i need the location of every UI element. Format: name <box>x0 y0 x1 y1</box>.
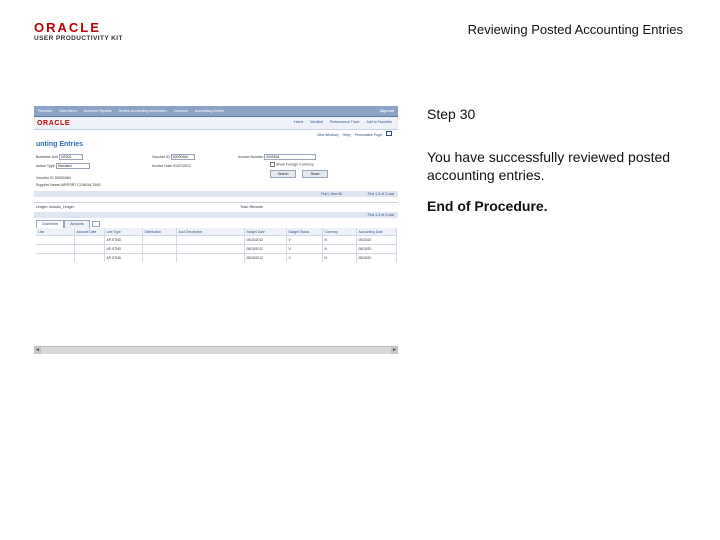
step-number: Step 30 <box>427 106 476 122</box>
help-link[interactable]: Help <box>342 133 350 137</box>
cell: 05/20/2012 <box>244 254 286 263</box>
show-all-columns-icon[interactable] <box>92 221 100 227</box>
cell <box>36 236 74 245</box>
cell: 05/20/20 <box>356 245 396 254</box>
brand-bar <box>34 117 398 130</box>
oracle-upk-logo <box>34 22 154 43</box>
col-currency[interactable]: Currency <box>322 228 356 236</box>
worklist-link[interactable]: Worklist <box>310 120 323 124</box>
cell <box>74 254 104 263</box>
col-account-date[interactable]: Account Date <box>74 228 104 236</box>
page-title: unting Entries <box>36 141 84 148</box>
breadcrumb-item[interactable]: Favorites <box>38 109 53 113</box>
screen-icon[interactable] <box>386 131 392 136</box>
action-type-select[interactable]: Standard <box>56 163 90 169</box>
cell: N <box>322 254 356 263</box>
voucher-field <box>152 154 195 160</box>
oracle-logo: ORACLE <box>37 120 71 127</box>
col-distribution[interactable]: Distribution <box>142 228 176 236</box>
table-header <box>36 228 396 236</box>
cell: 05/20/20 <box>356 236 396 245</box>
voucher-id-field <box>36 176 71 180</box>
breadcrumb-item[interactable]: Review Accounting Information <box>118 109 167 113</box>
breadcrumb-item[interactable]: Main Menu <box>59 109 77 113</box>
invoice-label: Invoice Number <box>238 154 264 159</box>
cell <box>74 236 104 245</box>
invoice-date-value: 01/07/2012 <box>172 164 191 168</box>
cell <box>36 245 74 254</box>
cell: 05/20/2012 <box>244 236 286 245</box>
tab-amounts[interactable]: Amounts <box>64 220 90 229</box>
show-foreign-checkbox[interactable] <box>270 162 275 167</box>
action-type-field <box>36 163 90 169</box>
grid-toolbar <box>34 212 398 218</box>
cell: 05/20/20 <box>356 254 396 263</box>
cell: AP-STND <box>104 245 142 254</box>
cell <box>142 254 176 263</box>
table-row <box>36 245 396 254</box>
personalize-page-link[interactable]: Personalize Page <box>354 133 383 137</box>
breadcrumb <box>38 109 230 113</box>
top-links <box>288 120 392 124</box>
ledger-label: Ledger: Actuals_Ledger <box>36 205 74 209</box>
invoice-input[interactable]: 0000534 <box>264 154 316 160</box>
cell: AP-STND <box>104 254 142 263</box>
page-links: New Window| Help| Personalize Page <box>314 131 392 137</box>
col-accounting-date[interactable]: Accounting Date <box>356 228 396 236</box>
action-type-label: Action Type <box>36 163 55 168</box>
new-window-link[interactable]: New Window <box>317 133 338 137</box>
invoice-field <box>238 154 316 160</box>
col-acct-description[interactable]: Acct Description <box>176 228 244 236</box>
pagination[interactable]: First 1-3 of 3 Last <box>367 192 394 196</box>
add-to-favorites-link[interactable]: Add to Favorites <box>366 120 392 124</box>
cell <box>176 236 244 245</box>
invoice-date-field <box>152 164 191 168</box>
cell <box>142 245 176 254</box>
cell: V <box>286 245 322 254</box>
voucher-label: Voucher ID <box>152 154 170 159</box>
find-view-all-links[interactable]: Find | View All <box>320 192 342 196</box>
home-link[interactable]: Home <box>294 120 304 124</box>
performance-trace-link[interactable]: Performance Trace <box>329 120 360 124</box>
show-foreign-label: Show Foreign Currency <box>276 162 314 167</box>
show-foreign-currency[interactable] <box>270 162 314 167</box>
col-line-type[interactable]: Line Type <box>104 228 142 236</box>
cell <box>176 245 244 254</box>
cell: V <box>286 236 322 245</box>
menu-breadcrumb-bar <box>34 106 398 117</box>
tab-chartfields[interactable]: Chartfields <box>36 220 64 229</box>
supplier-label: Supplier Name <box>36 183 60 187</box>
invoice-date-label: Invoice Date <box>152 164 172 168</box>
voucher-input[interactable]: 00000464 <box>171 154 195 160</box>
cell: V <box>286 254 322 263</box>
step-instruction: You have successfully reviewed posted accounting entries. <box>427 149 671 183</box>
logo-oracle-text: ORACLE <box>34 20 101 35</box>
reset-button[interactable]: Reset <box>302 170 328 178</box>
grid-pagination[interactable]: First 1-3 of 3 Last <box>367 213 394 217</box>
divider <box>34 202 398 203</box>
grid-header-bar <box>34 191 398 197</box>
sign-out-link[interactable]: Sign out <box>380 109 394 113</box>
business-unit-field <box>36 154 83 160</box>
voucher-id-label: Voucher ID <box>36 176 54 180</box>
total-label: Total: Records <box>240 205 263 209</box>
cell: AP-STND <box>104 236 142 245</box>
cell: 05/20/2012 <box>244 245 286 254</box>
scroll-right-icon[interactable]: ► <box>392 347 397 353</box>
horizontal-scrollbar[interactable] <box>34 346 398 354</box>
business-unit-label: Business Unit <box>36 154 58 159</box>
cell <box>74 245 104 254</box>
voucher-id-value: 00000464 <box>54 176 71 180</box>
breadcrumb-item[interactable]: Vouchers <box>173 109 189 113</box>
accounting-entries-table <box>36 228 397 262</box>
supplier-field <box>36 183 101 187</box>
supplier-value: AIRPORT CONSULTING <box>60 183 101 187</box>
cell <box>176 254 244 263</box>
cell <box>142 236 176 245</box>
col-budget-date[interactable]: Budget Date <box>244 228 286 236</box>
table-row <box>36 236 396 245</box>
scroll-left-icon[interactable]: ◄ <box>35 347 40 353</box>
table-row <box>36 254 396 263</box>
search-button[interactable]: Search <box>270 170 296 178</box>
logo-upk-text: USER PRODUCTIVITY KIT <box>34 35 123 42</box>
breadcrumb-item[interactable]: Accounts Payable <box>83 109 112 113</box>
business-unit-input[interactable]: US001 <box>59 154 83 160</box>
col-line[interactable]: Line <box>36 228 74 236</box>
application-screenshot <box>34 106 398 354</box>
cell <box>36 254 74 263</box>
col-budget-status[interactable]: Budget Status <box>286 228 322 236</box>
cell: N <box>322 236 356 245</box>
slide-title: Reviewing Posted Accounting Entries <box>467 22 683 37</box>
breadcrumb-item[interactable]: Accounting Entries <box>194 109 225 113</box>
end-of-procedure: End of Procedure. <box>427 198 548 214</box>
cell: N <box>322 245 356 254</box>
